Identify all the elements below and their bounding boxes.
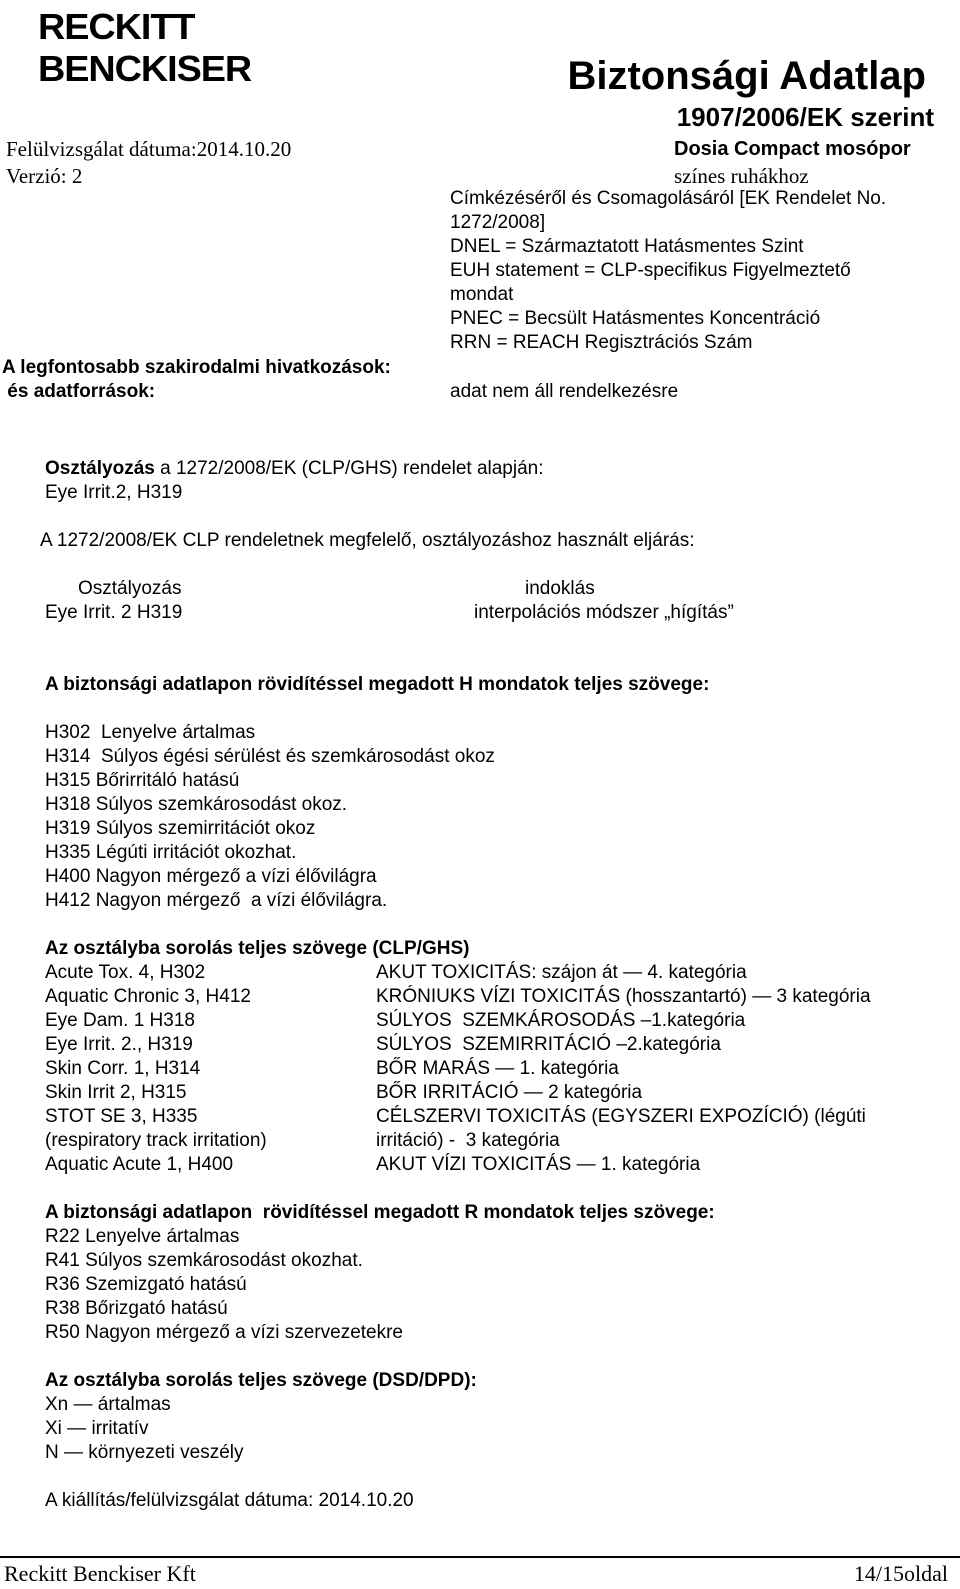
dsd-item: Xn — ártalmas — [45, 1394, 171, 1415]
logo-line-2: BENCKISER — [38, 48, 252, 89]
footer-divider — [0, 1556, 960, 1558]
r-statement: R22 Lenyelve ártalmas — [45, 1226, 240, 1247]
h-statement: H319 Súlyos szemirritációt okoz — [45, 818, 316, 839]
clp-class-text: AKUT VÍZI TOXICITÁS — 1. kategória — [376, 1154, 701, 1175]
product-variant: színes ruhákhoz — [674, 164, 809, 188]
r-statements-heading: A biztonsági adatlapon rövidítéssel megadott R mondatok teljes szövege: — [45, 1202, 715, 1223]
dsd-item: N — környezeti veszély — [45, 1442, 244, 1463]
clp-class-text: SÚLYOS SZEMIRRITÁCIÓ –2.kategória — [376, 1034, 721, 1055]
col-header-justification: indoklás — [525, 578, 595, 599]
classification-row-justification: interpolációs módszer „hígítás” — [474, 602, 734, 623]
clp-heading: Az osztályba sorolás teljes szövege (CLP/GHS) — [45, 938, 470, 959]
clp-class: Aquatic Chronic 3, H412 — [45, 986, 251, 1007]
classification-procedure: A 1272/2008/EK CLP rendeletnek megfelelő, osztályozáshoz használt eljárás: — [40, 530, 695, 551]
r-statement: R36 Szemizgató hatású — [45, 1274, 247, 1295]
h-statement: H314 Súlyos égési sérülést és szemkárosodást okoz — [45, 746, 495, 767]
classification-heading-rest: a 1272/2008/EK (CLP/GHS) rendelet alapján: — [154, 458, 544, 479]
clp-class: Acute Tox. 4, H302 — [45, 962, 206, 983]
h-statement: H315 Bőrirritáló hatású — [45, 770, 240, 791]
h-statement: H400 Nagyon mérgező a vízi élővilágra — [45, 866, 377, 887]
clp-class: Skin Irrit 2, H315 — [45, 1082, 187, 1103]
abbrev-line: mondat — [450, 284, 514, 305]
clp-class: STOT SE 3, H335 — [45, 1106, 198, 1127]
clp-class-text: AKUT TOXICITÁS: szájon át — 4. kategória — [376, 962, 747, 983]
regulation-label: 1907/2006/EK szerint — [676, 102, 934, 132]
clp-class: Aquatic Acute 1, H400 — [45, 1154, 234, 1175]
abbrev-line: RRN = REACH Regisztrációs Szám — [450, 332, 753, 353]
clp-class: Skin Corr. 1, H314 — [45, 1058, 201, 1079]
clp-class: (respiratory track irritation) — [45, 1130, 267, 1151]
version: Verzió: 2 — [6, 164, 83, 188]
classification-heading — [45, 457, 544, 481]
logo-line-1: RECKITT — [38, 6, 195, 47]
document-title: Biztonsági Adatlap — [567, 54, 926, 98]
clp-class: Eye Irrit. 2., H319 — [45, 1034, 193, 1055]
classification-heading-bold: Osztályozás — [45, 458, 155, 479]
clp-class-text: BŐR MARÁS — 1. kategória — [376, 1058, 619, 1079]
clp-class-text: irritáció) - 3 kategória — [376, 1130, 560, 1151]
h-statements-heading: A biztonsági adatlapon rövidítéssel megadott H mondatok teljes szövege: — [45, 674, 710, 695]
abbrev-line: DNEL = Származtatott Hatásmentes Szint — [450, 236, 804, 257]
abbrev-line: Címkézéséről és Csomagolásáról [EK Rendelet No. — [450, 188, 887, 209]
classification-row-value: Eye Irrit. 2 H319 — [45, 602, 183, 623]
references-label: A legfontosabb szakirodalmi hivatkozások: — [2, 357, 391, 378]
clp-class-text: KRÓNIUKS VÍZI TOXICITÁS (hosszantartó) — 3 kategória — [376, 986, 871, 1007]
company-logo — [38, 6, 251, 90]
clp-class: Eye Dam. 1 H318 — [45, 1010, 195, 1031]
h-statement: H412 Nagyon mérgező a vízi élővilágra. — [45, 890, 388, 911]
h-statement: H335 Légúti irritációt okozhat. — [45, 842, 297, 863]
dsd-heading: Az osztályba sorolás teljes szövege (DSD/DPD): — [45, 1370, 477, 1391]
abbrev-line: EUH statement = CLP-specifikus Figyelmeztető — [450, 260, 851, 281]
abbrev-line: 1272/2008] — [450, 212, 546, 233]
references-value: adat nem áll rendelkezésre — [450, 381, 679, 402]
h-statement: H302 Lenyelve ártalmas — [45, 722, 256, 743]
issue-date: A kiállítás/felülvizsgálat dátuma: 2014.10.20 — [45, 1490, 414, 1511]
classification-value: Eye Irrit.2, H319 — [45, 482, 183, 503]
clp-class-text: CÉLSZERVI TOXICITÁS (EGYSZERI EXPOZÍCIÓ) (légúti — [376, 1106, 866, 1127]
h-statement: H318 Súlyos szemkárosodást okoz. — [45, 794, 348, 815]
review-date: Felülvizsgálat dátuma:2014.10.20 — [6, 137, 292, 161]
r-statement: R50 Nagyon mérgező a vízi szervezetekre — [45, 1322, 403, 1343]
sources-label: és adatforrások: — [2, 381, 156, 402]
footer-company: Reckitt Benckiser Kft — [4, 1561, 196, 1586]
clp-class-text: BŐR IRRITÁCIÓ — 2 kategória — [376, 1082, 643, 1103]
product-name: Dosia Compact mosópor — [674, 138, 911, 160]
clp-class-text: SÚLYOS SZEMKÁROSODÁS –1.kategória — [376, 1010, 746, 1031]
r-statement: R38 Bőrizgató hatású — [45, 1298, 228, 1319]
col-header-classification: Osztályozás — [78, 578, 182, 599]
footer-page-number: 14/15oldal — [853, 1561, 948, 1586]
r-statement: R41 Súlyos szemkárosodást okozhat. — [45, 1250, 363, 1271]
abbrev-line: PNEC = Becsült Hatásmentes Koncentráció — [450, 308, 821, 329]
dsd-item: Xi — irritatív — [45, 1418, 149, 1439]
